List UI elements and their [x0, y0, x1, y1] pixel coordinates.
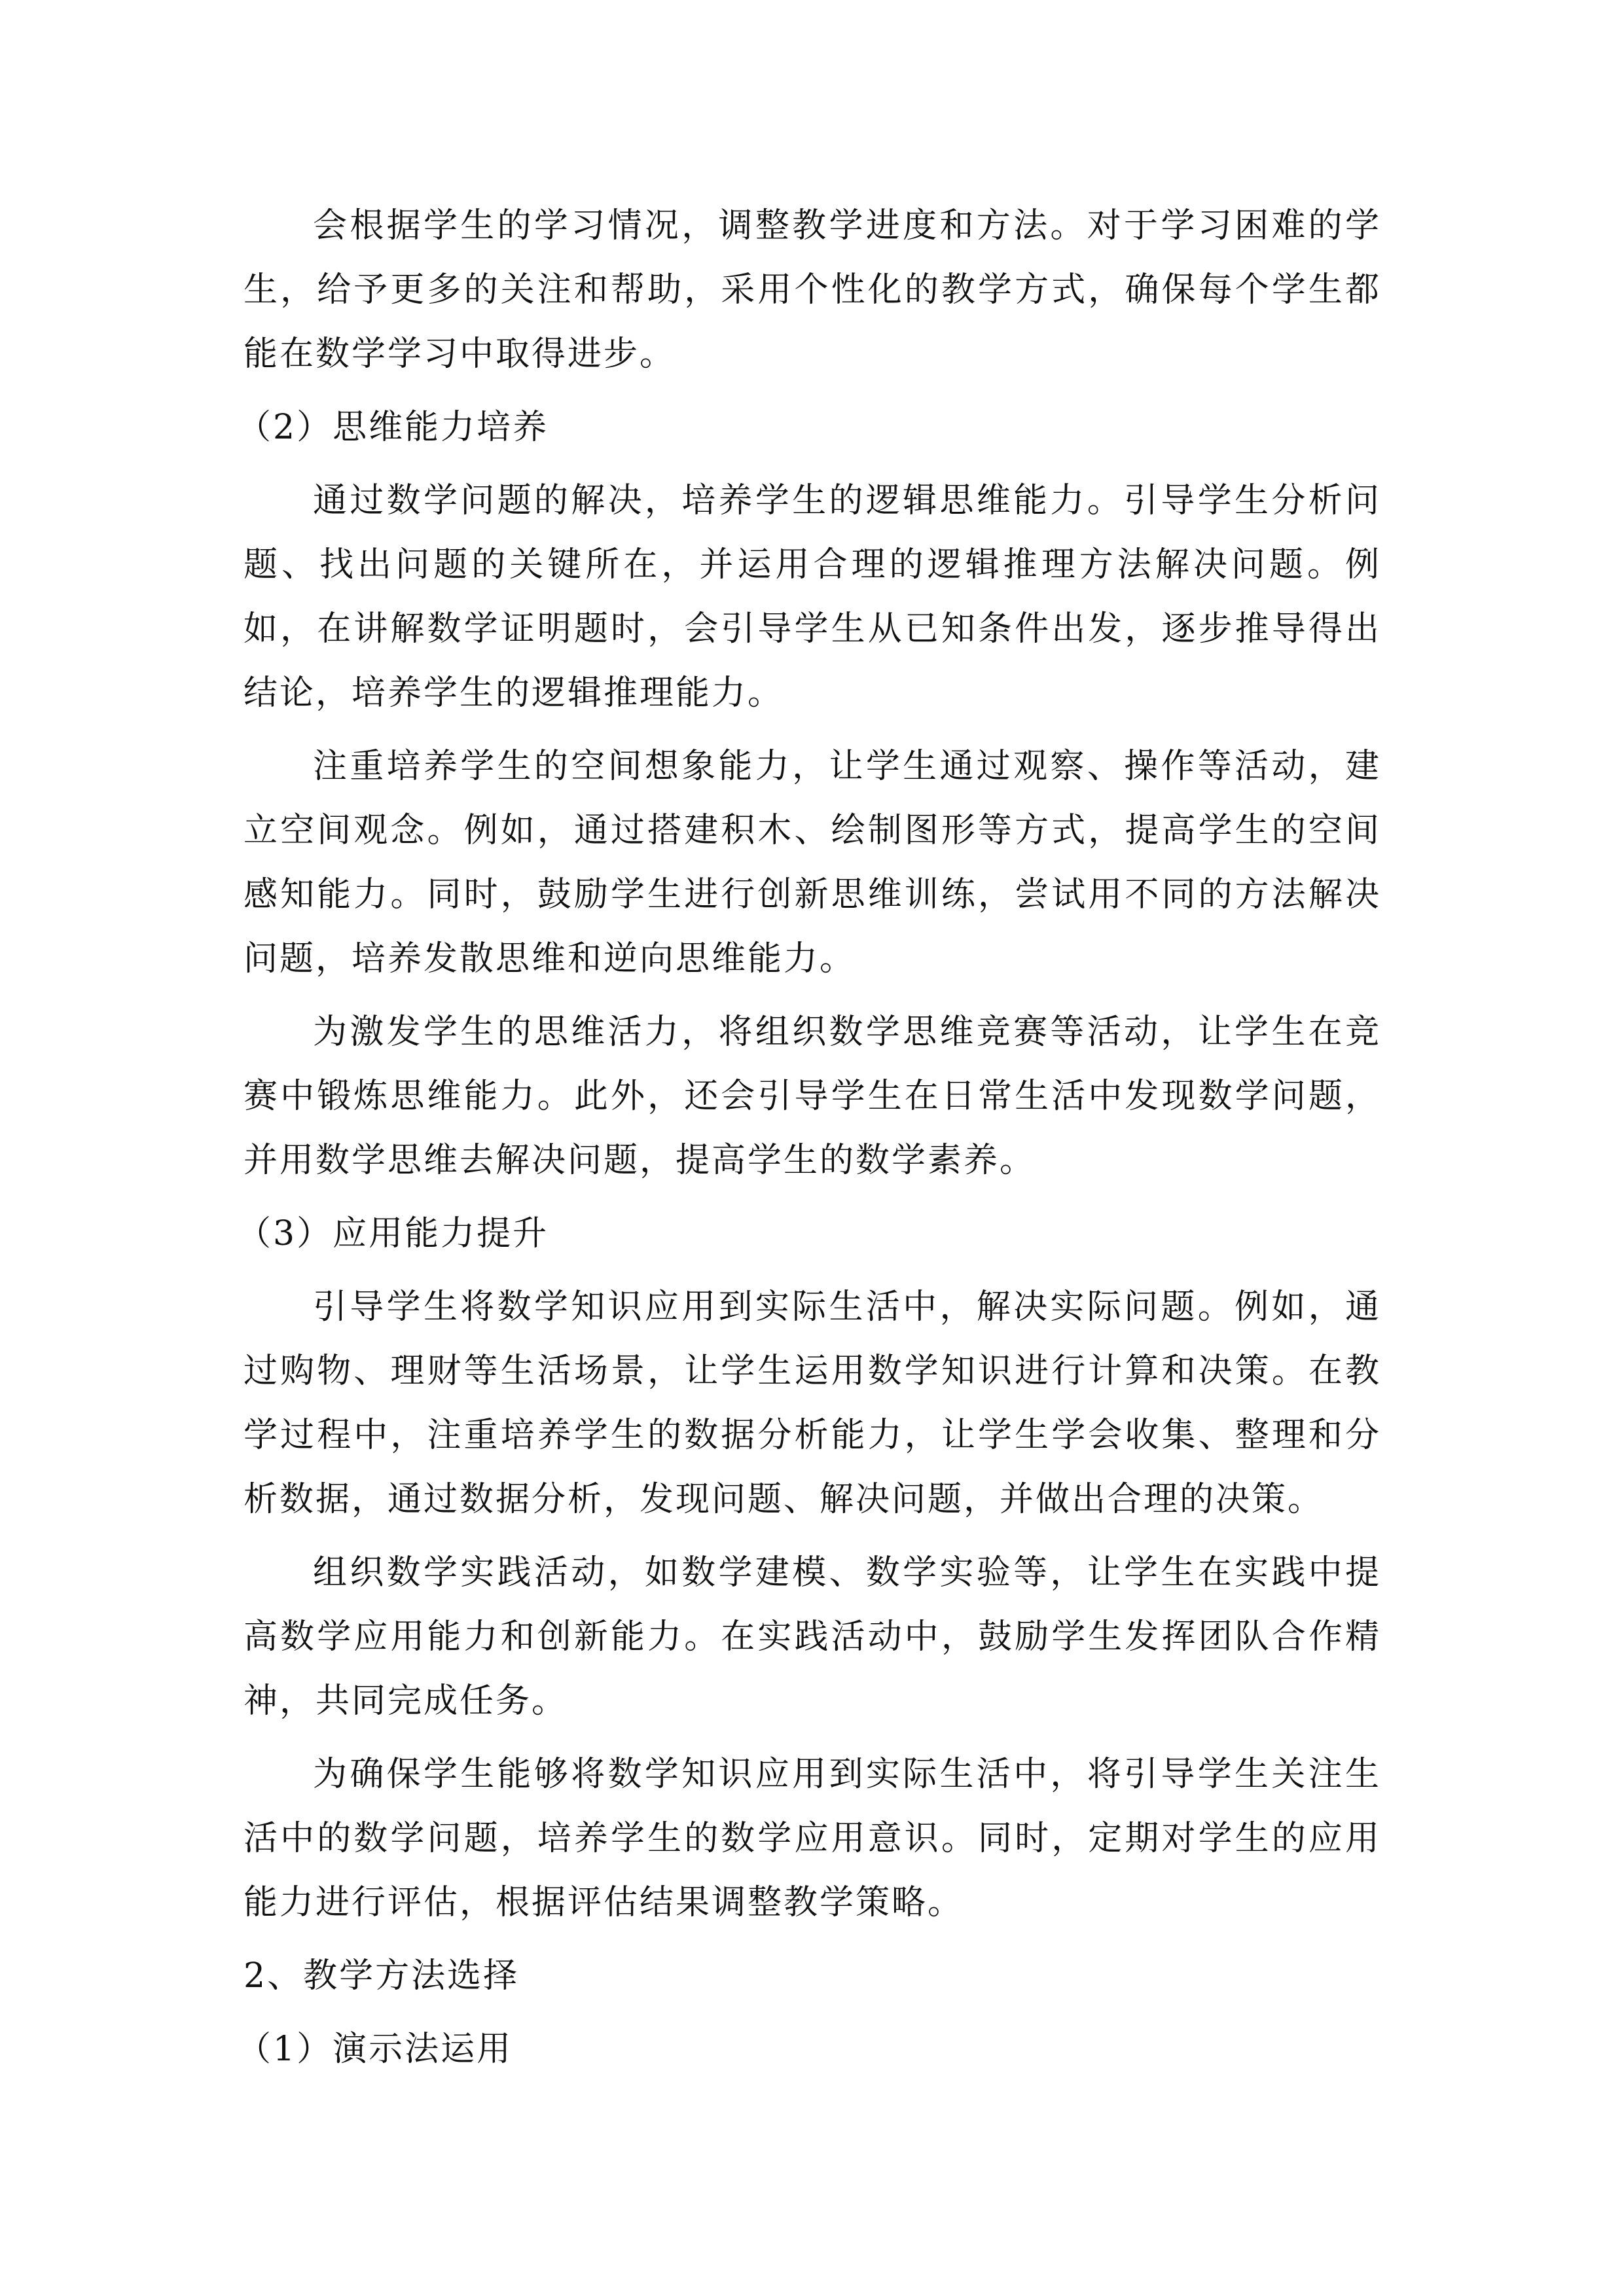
paragraph-logical-thinking: 通过数学问题的解决，培养学生的逻辑思维能力。引导学生分析问题、找出问题的关键所在，并运用合理的逻辑推理方法解决问题。例如，在讲解数学证明题时，会引导学生从已知条件出发，逐步推导得出结论，培养学生的逻辑推理能力。 [244, 481, 1381, 713]
paragraph-real-life-application: 引导学生将数学知识应用到实际生活中，解决实际问题。例如，通过购物、理财等生活场景，让学生运用数学知识进行计算和决策。在教学过程中，注重培养学生的数据分析能力，让学生学会收集、整理和分析数据，通过数据分析，发现问题、解决问题，并做出合理的决策。 [244, 1287, 1381, 1519]
paragraph-application-awareness: 为确保学生能够将数学知识应用到实际生活中，将引导学生关注生活中的数学问题，培养学生的数学应用意识。同时，定期对学生的应用能力进行评估，根据评估结果调整教学策略。 [244, 1755, 1381, 1922]
paragraph-thinking-competition: 为激发学生的思维活力，将组织数学思维竞赛等活动，让学生在竞赛中锻炼思维能力。此外，还会引导学生在日常生活中发现数学问题，并用数学思维去解决问题，提高学生的数学素养。 [244, 1013, 1381, 1180]
subheading-application-ability: （3）应用能力提升 [237, 1214, 549, 1253]
document-body [237, 194, 1381, 2090]
section-heading-teaching-methods: 2、教学方法选择 [244, 1956, 520, 1996]
subheading-thinking-ability: （2）思维能力培养 [237, 408, 549, 447]
paragraph-spatial-imagination: 注重培养学生的空间想象能力，让学生通过观察、操作等活动，建立空间观念。例如，通过搭建积木、绘制图形等方式，提高学生的空间感知能力。同时，鼓励学生进行创新思维训练，尝试用不同的方法解决问题，培养发散思维和逆向思维能力。 [244, 747, 1381, 978]
paragraph-learning-adjustment: 会根据学生的学习情况，调整教学进度和方法。对于学习困难的学生，给予更多的关注和帮助，采用个性化的教学方式，确保每个学生都能在数学学习中取得进步。 [244, 206, 1381, 374]
subheading-demonstration-method: （1）演示法运用 [237, 2030, 513, 2069]
paragraph-practice-activities: 组织数学实践活动，如数学建模、数学实验等，让学生在实践中提高数学应用能力和创新能力。在实践活动中，鼓励学生发挥团队合作精神，共同完成任务。 [244, 1553, 1381, 1721]
